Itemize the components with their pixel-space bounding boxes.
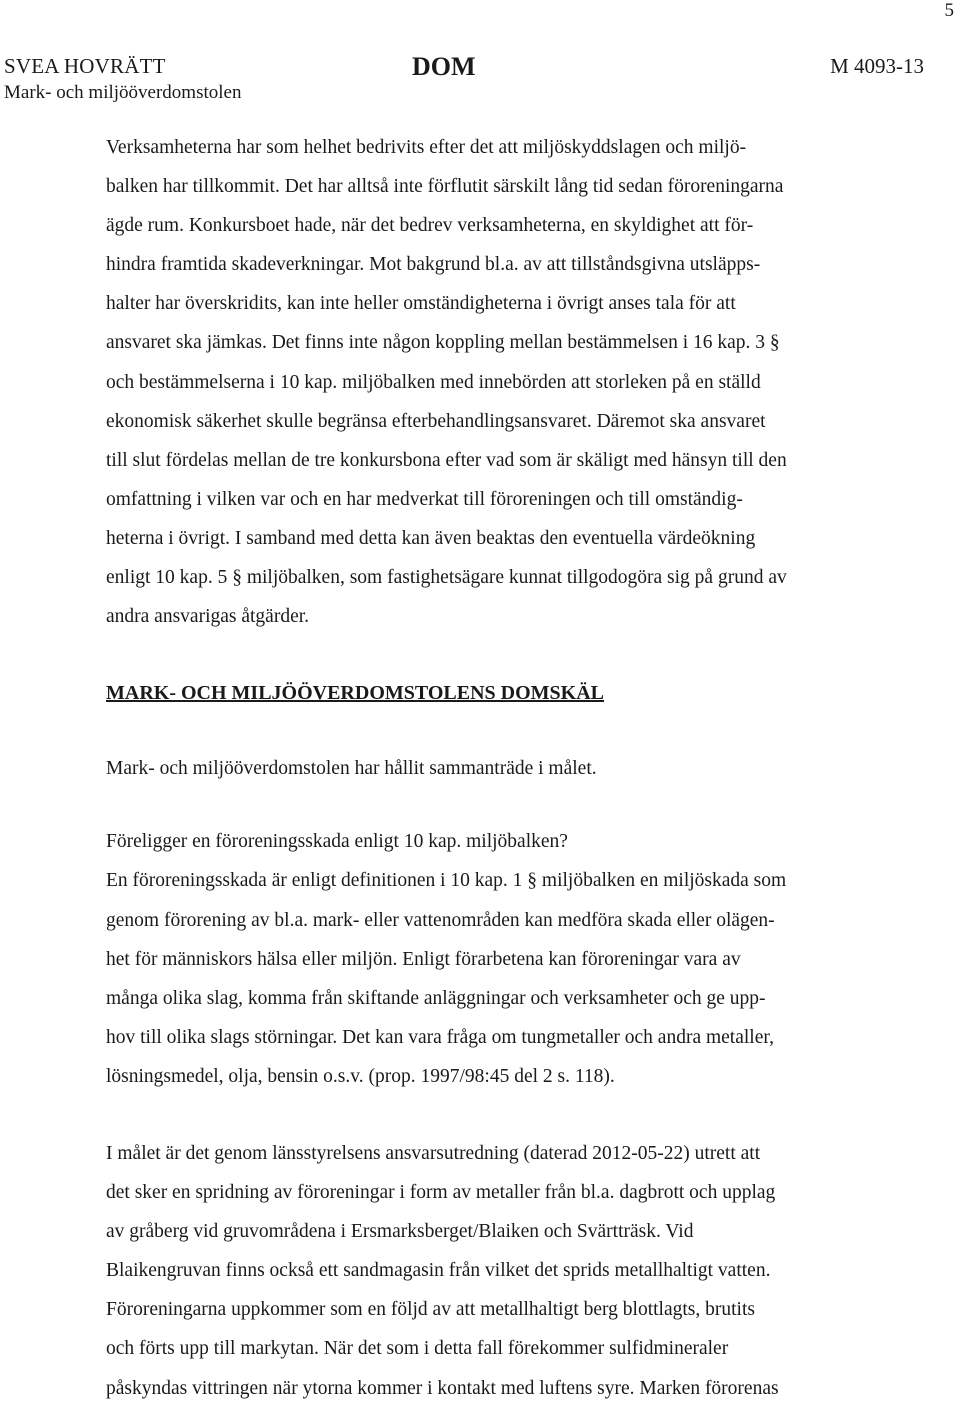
case-number: M 4093-13 <box>830 54 924 78</box>
text-line: hindra framtida skadeverkningar. Mot bakgrund bl.a. av att tillståndsgivna utsläpps- <box>106 254 761 276</box>
text-line: och förts upp till markytan. När det som i detta fall förekommer sulfidmineraler <box>106 1338 729 1360</box>
text-line: av gråberg vid gruvområdena i Ersmarksberget/Blaiken och Svärtträsk. Vid <box>106 1221 694 1243</box>
text-line: många olika slag, komma från skiftande anläggningar och verksamheter och ge upp- <box>106 987 766 1009</box>
paragraph-2 <box>106 749 906 788</box>
paragraph-3 <box>106 822 906 1096</box>
document-body <box>106 128 906 1408</box>
text-line: Verksamheterna har som helhet bedrivits efter det att miljöskyddslagen och miljö- <box>106 137 747 158</box>
text-line: ägde rum. Konkursboet hade, när det bedrev verksamheterna, en skyldighet att för- <box>106 215 754 237</box>
text-line: det sker en spridning av föroreningar i form av metaller från bl.a. dagbrott och upplag <box>106 1182 776 1204</box>
question-line: Föreligger en föroreningsskada enligt 10 kap. miljöbalken? <box>106 831 568 853</box>
text-line: påskyndas vittringen när ytorna kommer i kontakt med luftens syre. Marken förorenas <box>106 1377 779 1399</box>
text-line: Blaikengruvan finns också ett sandmagasin från vilket det sprids metallhaltigt vatten. <box>106 1260 771 1282</box>
section-heading: MARK- OCH MILJÖÖVERDOMSTOLENS DOMSKÄL <box>106 682 604 705</box>
text-line: balken har tillkommit. Det har alltså inte förflutit särskilt lång tid sedan föroreningarna <box>106 176 784 198</box>
document-header <box>4 54 924 106</box>
text-line: andra ansvarigas åtgärder. <box>106 606 310 628</box>
text-line: omfattning i vilken var och en har medverkat till föroreningen och till omständig- <box>106 488 743 510</box>
text-line: enligt 10 kap. 5 § miljöbalken, som fastighetsägare kunnat tillgodogöra sig på grund av <box>106 567 787 589</box>
page-number: 5 <box>944 0 954 21</box>
text-line: heterna i övrigt. I samband med detta kan även beaktas den eventuella värdeökning <box>106 527 756 549</box>
text-line: En föroreningsskada är enligt definitionen i 10 kap. 1 § miljöbalken en miljöskada som <box>106 870 787 892</box>
text-line: till slut fördelas mellan de tre konkursbona efter vad som är skäligt med hänsyn till den <box>106 449 787 471</box>
text-line: Mark- och miljööverdomstolen har hållit sammanträde i målet. <box>106 758 597 780</box>
document-type: DOM <box>412 52 476 81</box>
text-line: Föroreningarna uppkommer som en följd av att metallhaltigt berg blottlagts, brutits <box>106 1299 755 1321</box>
text-line: halter har överskridits, kan inte heller omständigheterna i övrigt anses tala för att <box>106 293 736 315</box>
court-division: Mark- och miljööverdomstolen <box>4 82 242 103</box>
text-line: ansvaret ska jämkas. Det finns inte någon koppling mellan bestämmelsen i 16 kap. 3 § <box>106 332 780 354</box>
paragraph-1 <box>106 128 906 636</box>
text-line: I målet är det genom länsstyrelsens ansvarsutredning (daterad 2012-05-22) utrett att <box>106 1142 761 1164</box>
text-line: hov till olika slags störningar. Det kan vara fråga om tungmetaller och andra metaller, <box>106 1026 774 1048</box>
text-line: het för människors hälsa eller miljön. Enligt förarbetena kan föroreningar vara av <box>106 948 741 970</box>
text-line: genom förorening av bl.a. mark- eller vattenområden kan medföra skada eller olägen- <box>106 909 775 931</box>
text-line: och bestämmelserna i 10 kap. miljöbalken med innebörden att storleken på en ställd <box>106 371 761 393</box>
text-line: lösningsmedel, olja, bensin o.s.v. (prop. 1997/98:45 del 2 s. 118). <box>106 1065 615 1087</box>
text-line: ekonomisk säkerhet skulle begränsa efterbehandlingsansvaret. Däremot ska ansvaret <box>106 410 766 432</box>
paragraph-4 <box>106 1134 906 1408</box>
court-name: SVEA HOVRÄTT <box>4 54 166 78</box>
